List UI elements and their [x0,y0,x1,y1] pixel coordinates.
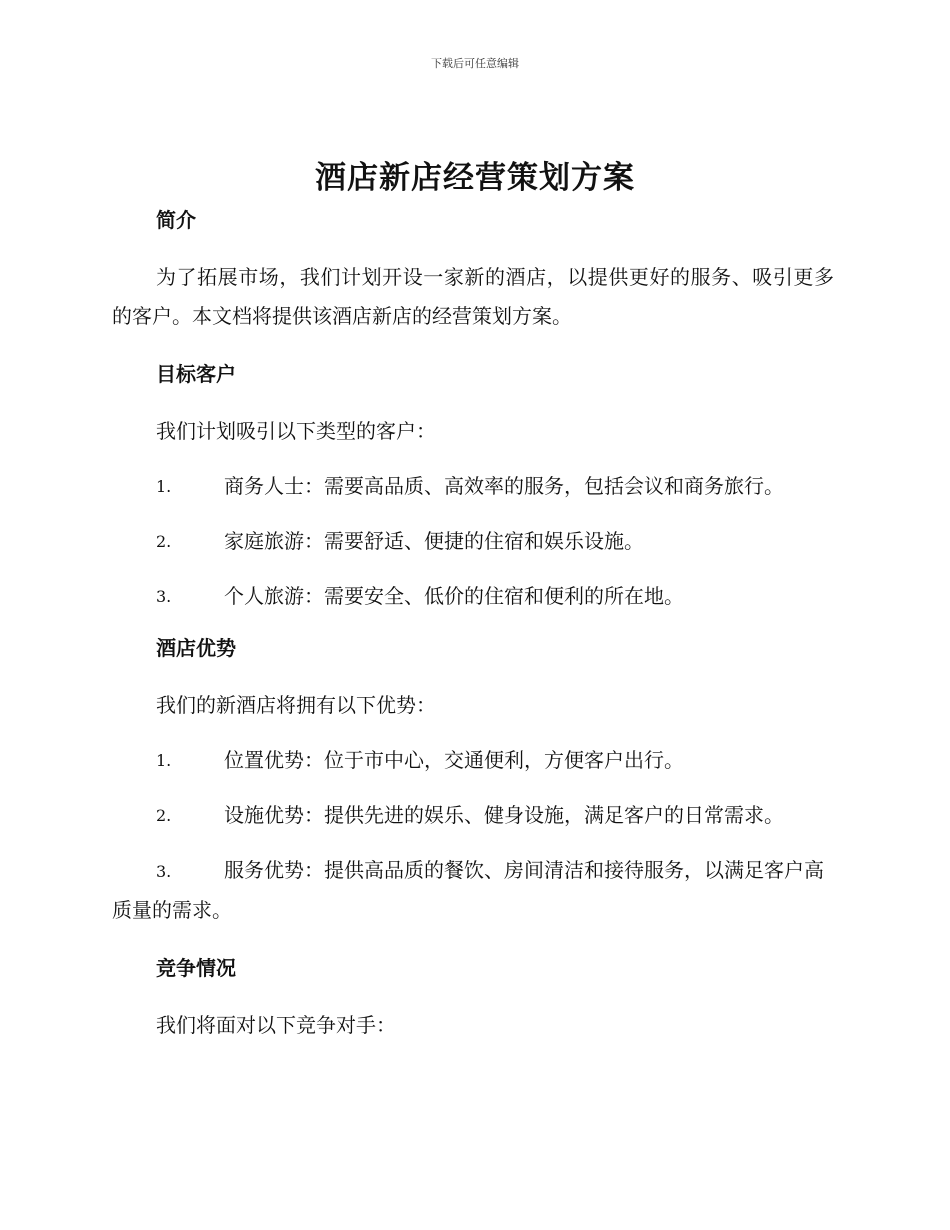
list-number: 3. [156,862,172,881]
document-body [112,204,834,1045]
list-item [112,741,834,780]
list-number: 1. [156,477,172,496]
header-note: 下载后可任意编辑 [431,57,519,70]
list-number: 1. [156,751,172,770]
document-title: 酒店新店经营策划方案 [315,160,635,196]
list-text: 商务人士：需要高品质、高效率的服务，包括会议和商务旅行。 [224,474,784,498]
intro-paragraph: 为了拓展市场，我们计划开设一家新的酒店，以提供更好的服务、吸引更多的客户。本文档将提供该酒店新店的经营策划方案。 [112,265,834,328]
section-heading-intro: 简介 [156,208,196,232]
advantages-lead: 我们的新酒店将拥有以下优势： [156,693,436,717]
list-item [112,467,834,506]
list-item [112,522,834,561]
list-text: 设施优势：提供先进的娱乐、健身设施，满足客户的日常需求。 [224,803,784,827]
section-heading-target-customers: 目标客户 [156,362,236,386]
list-number: 2. [156,806,172,825]
list-text: 家庭旅游：需要舒适、便捷的住宿和娱乐设施。 [224,529,644,553]
list-text: 服务优势：提供高品质的餐饮、房间清洁和接待服务，以满足客户高质量的需求。 [112,858,824,922]
list-text: 个人旅游：需要安全、低价的住宿和便利的所在地。 [224,584,684,608]
list-number: 2. [156,532,172,551]
list-text: 位置优势：位于市中心，交通便利，方便客户出行。 [224,748,684,772]
competition-lead: 我们将面对以下竞争对手： [156,1013,396,1037]
list-item [112,851,834,930]
list-number: 3. [156,587,172,606]
section-heading-hotel-advantages: 酒店优势 [156,636,236,660]
list-item [112,577,834,616]
target-lead: 我们计划吸引以下类型的客户： [156,419,436,443]
list-item [112,796,834,835]
section-heading-competition: 竞争情况 [156,956,236,980]
